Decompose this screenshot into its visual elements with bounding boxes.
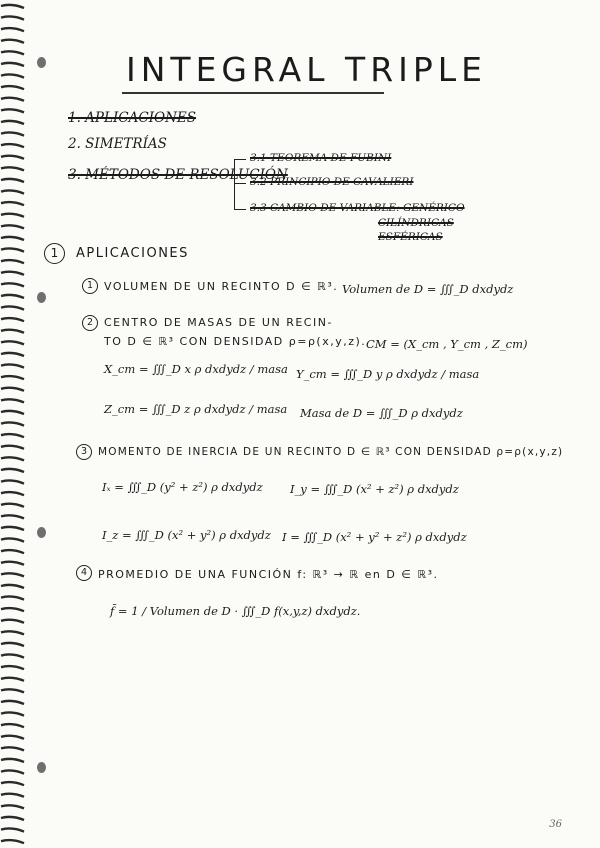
spiral-coil (1, 411, 24, 414)
page-title: INTEGRAL TRIPLE (126, 50, 487, 89)
spiral-coil (1, 585, 24, 588)
spiral-coil (1, 144, 24, 147)
spiral-coil (1, 712, 24, 715)
spiral-coil (1, 654, 24, 657)
spiral-coil (1, 666, 24, 669)
spiral-coil (1, 214, 24, 217)
item-2-center-of-mass: CM = (X_cm , Y_cm , Z_cm) (366, 337, 528, 351)
spiral-coil (1, 550, 24, 553)
spiral-coil (1, 747, 24, 750)
spiral-coil (1, 121, 24, 124)
item-3-number: 3 (76, 444, 92, 460)
spiral-coil (1, 736, 24, 739)
spiral-coil (1, 794, 24, 797)
spiral-coil (1, 295, 24, 298)
spiral-coil (1, 74, 24, 77)
spiral-coil (1, 16, 24, 19)
item-2-zcm: Z_cm = ∭_D z ρ dxdydz / masa (104, 402, 288, 416)
section-number-circle: 1 (44, 243, 65, 264)
item-2-text-line2: TO D ∈ ℝ³ CON DENSIDAD ρ=ρ(x,y,z). (104, 335, 367, 348)
spiral-coil (1, 701, 24, 704)
index-tick-1 (234, 159, 246, 160)
spiral-coil (1, 446, 24, 449)
spiral-coil (1, 330, 24, 333)
spiral-coil (1, 678, 24, 681)
item-3-io: I = ∭_D (x² + y² + z²) ρ dxdydz (282, 530, 467, 544)
index-subitem-4: CILÍNDRICAS (378, 217, 454, 229)
spiral-coil (1, 388, 24, 391)
spiral-coil (1, 353, 24, 356)
spiral-coil (1, 5, 24, 8)
spiral-coil (1, 643, 24, 646)
spiral-coil (1, 179, 24, 182)
spiral-coil (1, 109, 24, 112)
spiral-coil (1, 782, 24, 785)
spiral-coil (1, 28, 24, 31)
index-subitem-3: 3.3 CAMBIO DE VARIABLE: GENÉRICO (250, 202, 465, 214)
punch-hole-3 (37, 527, 46, 538)
item-1-number: 1 (82, 278, 98, 294)
spiral-coil (1, 318, 24, 321)
spiral-coil (1, 190, 24, 193)
spiral-coil (1, 631, 24, 634)
spiral-coil (1, 828, 24, 831)
item-2-ycm: Y_cm = ∭_D y ρ dxdydz / masa (296, 367, 480, 381)
spiral-coil (1, 573, 24, 576)
spiral-coil (1, 457, 24, 460)
item-3-iz: I_z = ∭_D (x² + y²) ρ dxdydz (102, 528, 271, 542)
spiral-coil (1, 805, 24, 808)
item-3-text: MOMENTO DE INERCIA DE UN RECINTO D ∈ ℝ³ CON DENSIDAD ρ=ρ(x,y,z) (98, 446, 564, 458)
spiral-coil (1, 306, 24, 309)
spiral-coil (1, 724, 24, 727)
spiral-coil (1, 248, 24, 251)
spiral-coil (1, 376, 24, 379)
spiral-coil (1, 202, 24, 205)
spiral-coil (1, 689, 24, 692)
spiral-coil (1, 596, 24, 599)
punch-hole-2 (37, 292, 46, 303)
spiral-coil (1, 225, 24, 228)
punch-hole-1 (37, 57, 46, 68)
item-3-ix: Iₓ = ∭_D (y² + z²) ρ dxdydz (102, 480, 263, 494)
index-subitem-5: ESFÉRICAS (378, 231, 443, 243)
spiral-coil (1, 608, 24, 611)
index-subitem-2: 3.2 PRINCIPIO DE CAVALIERI (250, 176, 414, 188)
item-2-xcm: X_cm = ∭_D x ρ dxdydz / masa (104, 362, 288, 376)
index-item-3: 3. MÉTODOS DE RESOLUCIÓN (68, 167, 288, 183)
item-4-formula: f̄ = 1 / Volumen de D · ∭_D f(x,y,z) dxdydz. (110, 604, 361, 618)
spiral-coil (1, 63, 24, 66)
spiral-coil (1, 167, 24, 170)
spiral-coil (1, 527, 24, 530)
index-item-1: 1. APLICACIONES (68, 110, 197, 126)
spiral-coil (1, 364, 24, 367)
spiral-coil (1, 40, 24, 43)
spiral-coil (1, 132, 24, 135)
index-tick-2 (234, 183, 246, 184)
spiral-coil (1, 515, 24, 518)
spiral-coil (1, 341, 24, 344)
spiral-coil (1, 817, 24, 820)
spiral-coil (1, 260, 24, 263)
index-subitem-1: 3.1 TEOREMA DE FUBINI (250, 152, 392, 164)
item-2-number: 2 (82, 315, 98, 331)
punch-hole-4 (37, 762, 46, 773)
index-item-2: 2. SIMETRÍAS (68, 136, 167, 152)
spiral-coil (1, 562, 24, 565)
spiral-coil (1, 434, 24, 437)
spiral-coil (1, 272, 24, 275)
item-4-text: PROMEDIO DE UNA FUNCIÓN f: ℝ³ → ℝ en D ∈ ℝ³. (98, 568, 439, 581)
spiral-coil (1, 86, 24, 89)
spiral-coil (1, 399, 24, 402)
spiral-coil (1, 51, 24, 54)
spiral-coil (1, 469, 24, 472)
title-underline (122, 92, 384, 94)
index-bracket (234, 159, 235, 209)
spiral-coil (1, 422, 24, 425)
item-4-number: 4 (76, 565, 92, 581)
spiral-coil (1, 504, 24, 507)
spiral-coil (1, 840, 24, 843)
item-2-mass: Masa de D = ∭_D ρ dxdydz (300, 406, 463, 420)
index-tick-3 (234, 209, 246, 210)
spiral-coil (1, 620, 24, 623)
spiral-coil (1, 492, 24, 495)
spiral-coil (1, 237, 24, 240)
spiral-coil (1, 770, 24, 773)
spiral-coil (1, 283, 24, 286)
page-number: 36 (549, 819, 562, 830)
item-1-text: VOLUMEN DE UN RECINTO D ∈ ℝ³. (104, 280, 339, 293)
spiral-coil (1, 480, 24, 483)
item-2-text-line1: CENTRO DE MASAS DE UN RECIN- (104, 316, 333, 329)
spiral-binding (0, 0, 26, 848)
spiral-coil (1, 98, 24, 101)
item-1-formula: Volumen de D = ∭_D dxdydz (342, 282, 514, 296)
spiral-coil (1, 759, 24, 762)
section-title: APLICACIONES (76, 246, 189, 261)
item-3-iy: I_y = ∭_D (x² + z²) ρ dxdydz (290, 482, 459, 496)
spiral-coil (1, 538, 24, 541)
spiral-coil (1, 156, 24, 159)
